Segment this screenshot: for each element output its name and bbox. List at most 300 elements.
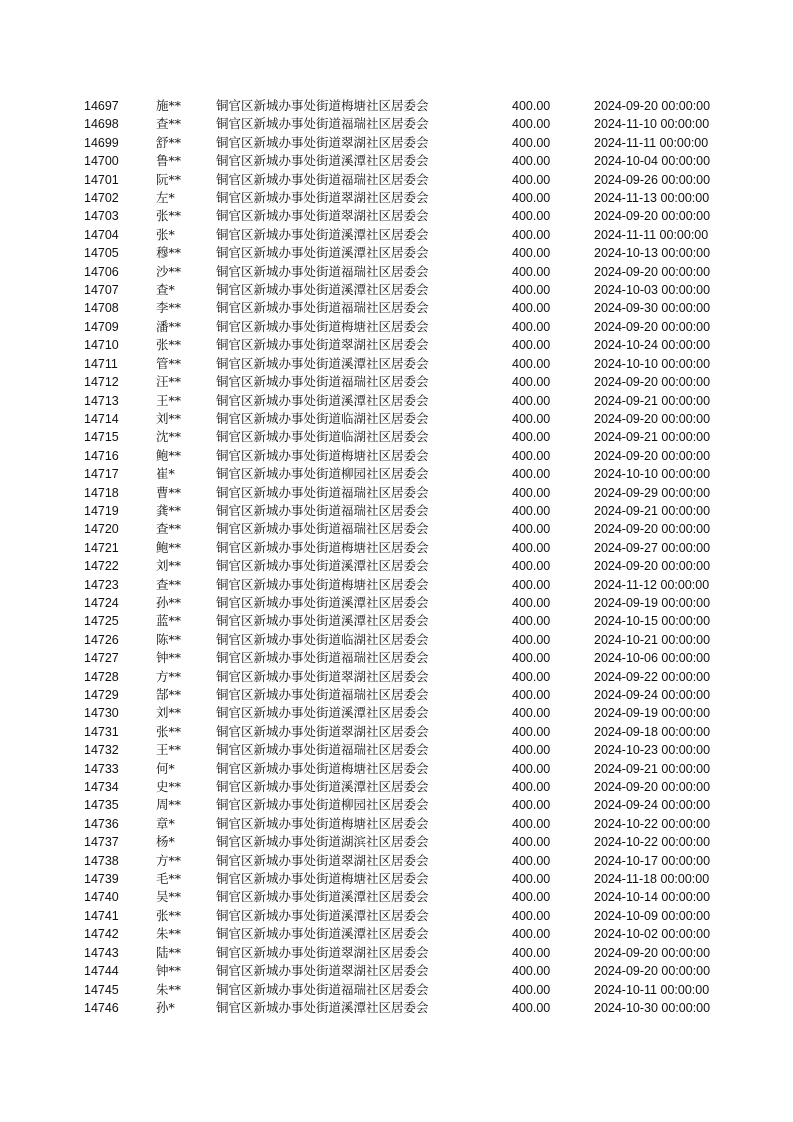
record-organization: 铜官区新城办事处街道溪潭社区居委会 (216, 245, 429, 261)
record-amount: 400.00 (512, 393, 551, 408)
table-row (84, 392, 724, 410)
table-row (84, 962, 724, 980)
record-amount: 400.00 (512, 982, 551, 997)
table-row (84, 870, 724, 888)
record-date: 2024-09-20 00:00:00 (594, 411, 711, 426)
record-name: 施** (156, 98, 182, 113)
record-name: 龚** (156, 502, 182, 518)
records-table-body (84, 97, 724, 1017)
record-id: 14731 (84, 724, 119, 739)
record-organization: 铜官区新城办事处街道福瑞社区居委会 (216, 687, 429, 702)
record-organization: 铜官区新城办事处街道翠湖社区居委会 (216, 852, 429, 868)
table-row (84, 520, 724, 538)
record-organization: 铜官区新城办事处街道福瑞社区居委会 (216, 116, 429, 132)
record-organization: 铜官区新城办事处街道梅塘社区居委会 (216, 871, 429, 887)
record-date: 2024-10-21 00:00:00 (594, 632, 711, 647)
record-id: 14735 (84, 798, 119, 813)
record-id: 14704 (84, 227, 119, 242)
table-row (84, 612, 724, 630)
record-id: 14716 (84, 448, 119, 463)
record-id: 14730 (84, 706, 119, 721)
record-name: 管** (156, 355, 182, 371)
table-row (84, 649, 724, 667)
record-name: 陆** (156, 944, 182, 960)
record-amount: 400.00 (512, 559, 551, 574)
table-row (84, 484, 724, 502)
record-amount: 400.00 (512, 743, 551, 758)
record-date: 2024-09-24 00:00:00 (594, 688, 711, 702)
record-id: 14706 (84, 264, 119, 279)
table-row (84, 778, 724, 796)
record-organization: 铜官区新城办事处街道翠湖社区居委会 (216, 963, 429, 979)
record-name: 查** (156, 116, 182, 132)
record-date: 2024-11-13 00:00:00 (594, 191, 710, 206)
record-amount: 400.00 (512, 577, 551, 592)
record-amount: 400.00 (512, 651, 551, 666)
record-organization: 铜官区新城办事处街道福瑞社区居委会 (216, 521, 429, 537)
record-organization: 铜官区新城办事处街道溪潭社区居委会 (216, 926, 429, 942)
record-amount: 400.00 (512, 816, 551, 831)
record-name: 杨* (156, 834, 175, 850)
record-date: 2024-09-20 00:00:00 (594, 99, 711, 113)
record-date: 2024-09-20 00:00:00 (594, 964, 711, 979)
record-date: 2024-10-22 00:00:00 (594, 816, 711, 831)
table-row (84, 152, 724, 170)
table-row (84, 318, 724, 336)
record-name: 鲍** (156, 539, 182, 555)
table-row (84, 888, 724, 906)
record-organization: 铜官区新城办事处街道溪潭社区居委会 (216, 613, 429, 629)
record-amount: 400.00 (512, 319, 551, 334)
record-name: 孙** (156, 594, 182, 610)
record-name: 何* (156, 760, 175, 776)
table-row (84, 594, 724, 612)
record-id: 14717 (84, 467, 119, 482)
record-date: 2024-11-12 00:00:00 (594, 577, 710, 592)
record-id: 14705 (84, 246, 119, 261)
record-date: 2024-10-11 00:00:00 (594, 982, 710, 997)
record-amount: 400.00 (512, 283, 551, 298)
record-date: 2024-10-15 00:00:00 (594, 614, 711, 629)
record-amount: 400.00 (512, 761, 551, 776)
record-id: 14702 (84, 191, 119, 206)
record-date: 2024-10-04 00:00:00 (594, 154, 711, 169)
record-amount: 400.00 (512, 375, 551, 390)
record-name: 刘** (156, 410, 182, 426)
record-organization: 铜官区新城办事处街道梅塘社区居委会 (216, 576, 429, 592)
table-row (84, 281, 724, 299)
record-organization: 铜官区新城办事处街道翠湖社区居委会 (216, 668, 429, 684)
table-row (84, 557, 724, 575)
record-amount: 400.00 (512, 1000, 551, 1015)
record-id: 14719 (84, 503, 119, 518)
record-name: 舒** (156, 134, 182, 150)
record-date: 2024-10-02 00:00:00 (594, 927, 711, 942)
record-amount: 400.00 (512, 227, 551, 242)
record-date: 2024-09-20 00:00:00 (594, 522, 711, 537)
record-name: 张* (156, 226, 175, 242)
record-name: 曹** (156, 484, 182, 500)
record-id: 14709 (84, 319, 119, 334)
record-amount: 400.00 (512, 448, 551, 463)
table-row (84, 134, 724, 152)
record-date: 2024-09-20 00:00:00 (594, 780, 711, 795)
record-id: 14741 (84, 908, 119, 923)
record-amount: 400.00 (512, 485, 551, 500)
record-id: 14718 (84, 485, 119, 500)
record-id: 14744 (84, 964, 119, 979)
table-row (84, 833, 724, 851)
record-amount: 400.00 (512, 632, 551, 647)
table-row (84, 263, 724, 281)
record-amount: 400.00 (512, 430, 551, 445)
table-row (84, 723, 724, 741)
record-amount: 400.00 (512, 614, 551, 629)
record-date: 2024-10-09 00:00:00 (594, 908, 711, 923)
record-date: 2024-09-20 00:00:00 (594, 375, 711, 390)
record-id: 14724 (84, 595, 119, 610)
record-id: 14729 (84, 688, 119, 702)
record-amount: 400.00 (512, 467, 551, 482)
record-amount: 400.00 (512, 172, 551, 187)
record-name: 刘** (156, 558, 182, 574)
table-row (84, 686, 724, 704)
record-organization: 铜官区新城办事处街道翠湖社区居委会 (216, 190, 429, 206)
table-row (84, 981, 724, 999)
record-date: 2024-11-11 00:00:00 (594, 135, 709, 150)
table-row (84, 336, 724, 354)
record-date: 2024-09-29 00:00:00 (594, 485, 711, 500)
record-amount: 400.00 (512, 595, 551, 610)
table-row (84, 428, 724, 446)
table-row (84, 668, 724, 686)
table-row (84, 502, 724, 520)
record-organization: 铜官区新城办事处街道临湖社区居委会 (216, 429, 429, 445)
record-organization: 铜官区新城办事处街道溪潭社区居委会 (216, 907, 429, 923)
record-organization: 铜官区新城办事处街道福瑞社区居委会 (216, 981, 429, 997)
record-name: 查** (156, 576, 182, 592)
record-organization: 铜官区新城办事处街道翠湖社区居委会 (216, 944, 429, 960)
record-organization: 铜官区新城办事处街道溪潭社区居委会 (216, 355, 429, 371)
record-id: 14712 (84, 375, 119, 390)
record-organization: 铜官区新城办事处街道临湖社区居委会 (216, 410, 429, 426)
table-row (84, 355, 724, 373)
record-amount: 400.00 (512, 135, 551, 150)
record-amount: 400.00 (512, 890, 551, 905)
record-date: 2024-09-18 00:00:00 (594, 724, 711, 739)
record-id: 14728 (84, 669, 119, 684)
record-organization: 铜官区新城办事处街道溪潭社区居委会 (216, 558, 429, 574)
record-name: 沙** (156, 263, 182, 279)
record-date: 2024-11-10 00:00:00 (594, 117, 710, 132)
record-name: 张** (156, 907, 182, 923)
record-name: 刘** (156, 705, 182, 721)
table-row (84, 373, 724, 391)
record-id: 14743 (84, 945, 119, 960)
record-name: 陈** (156, 631, 182, 647)
table-row (84, 944, 724, 962)
table-row (84, 299, 724, 317)
record-name: 汪** (156, 374, 182, 390)
record-organization: 铜官区新城办事处街道梅塘社区居委会 (216, 447, 429, 463)
record-organization: 铜官区新城办事处街道溪潭社区居委会 (216, 705, 429, 721)
record-date: 2024-10-24 00:00:00 (594, 338, 711, 353)
record-name: 张** (156, 208, 182, 224)
record-name: 郜** (156, 687, 182, 702)
record-id: 14723 (84, 577, 119, 592)
record-organization: 铜官区新城办事处街道溪潭社区居委会 (216, 153, 429, 169)
record-amount: 400.00 (512, 540, 551, 555)
table-row (84, 631, 724, 649)
table-row (84, 796, 724, 814)
record-date: 2024-10-06 00:00:00 (594, 651, 711, 666)
table-row (84, 760, 724, 778)
record-name: 李** (156, 300, 182, 316)
record-id: 14703 (84, 209, 119, 224)
table-row (84, 539, 724, 557)
record-id: 14736 (84, 816, 119, 831)
record-organization: 铜官区新城办事处街道福瑞社区居委会 (216, 484, 429, 500)
table-row (84, 741, 724, 759)
record-amount: 400.00 (512, 301, 551, 316)
record-date: 2024-10-10 00:00:00 (594, 467, 711, 482)
record-name: 朱** (156, 926, 182, 942)
record-organization: 铜官区新城办事处街道福瑞社区居委会 (216, 502, 429, 518)
record-name: 阮** (156, 171, 182, 187)
record-amount: 400.00 (512, 154, 551, 169)
record-date: 2024-09-19 00:00:00 (594, 595, 711, 610)
record-amount: 400.00 (512, 945, 551, 960)
record-amount: 400.00 (512, 522, 551, 537)
record-date: 2024-10-14 00:00:00 (594, 890, 711, 905)
record-date: 2024-09-21 00:00:00 (594, 430, 711, 445)
record-date: 2024-09-27 00:00:00 (594, 540, 711, 555)
record-id: 14733 (84, 761, 119, 776)
record-organization: 铜官区新城办事处街道翠湖社区居委会 (216, 723, 429, 739)
record-amount: 400.00 (512, 338, 551, 353)
record-amount: 400.00 (512, 411, 551, 426)
record-amount: 400.00 (512, 688, 551, 702)
record-amount: 400.00 (512, 706, 551, 721)
record-organization: 铜官区新城办事处街道梅塘社区居委会 (216, 539, 429, 555)
record-amount: 400.00 (512, 853, 551, 868)
record-id: 14737 (84, 835, 119, 850)
record-date: 2024-11-18 00:00:00 (594, 872, 710, 887)
record-name: 沈** (156, 429, 182, 445)
record-name: 王** (156, 742, 182, 758)
record-organization: 铜官区新城办事处街道福瑞社区居委会 (216, 171, 429, 187)
record-name: 朱** (156, 981, 182, 997)
record-date: 2024-09-21 00:00:00 (594, 761, 711, 776)
record-id: 14707 (84, 283, 119, 298)
record-name: 方** (156, 668, 182, 684)
table-row (84, 207, 724, 225)
record-organization: 铜官区新城办事处街道福瑞社区居委会 (216, 263, 429, 279)
record-date: 2024-09-21 00:00:00 (594, 393, 711, 408)
table-row (84, 465, 724, 483)
table-row (84, 907, 724, 925)
record-amount: 400.00 (512, 209, 551, 224)
record-name: 钟** (156, 650, 182, 666)
record-id: 14722 (84, 559, 119, 574)
record-amount: 400.00 (512, 356, 551, 371)
record-date: 2024-11-11 00:00:00 (594, 227, 709, 242)
table-row (84, 925, 724, 943)
record-organization: 铜官区新城办事处街道溪潭社区居委会 (216, 392, 429, 408)
record-name: 查** (156, 521, 182, 537)
record-id: 14738 (84, 853, 119, 868)
record-id: 14745 (84, 982, 119, 997)
record-name: 蓝** (156, 613, 182, 629)
record-name: 方** (156, 852, 182, 868)
record-amount: 400.00 (512, 669, 551, 684)
table-row (84, 115, 724, 133)
record-id: 14720 (84, 522, 119, 537)
record-date: 2024-09-20 00:00:00 (594, 945, 711, 960)
record-name: 左* (156, 190, 175, 206)
record-date: 2024-09-30 00:00:00 (594, 301, 711, 316)
record-date: 2024-09-20 00:00:00 (594, 209, 711, 224)
record-date: 2024-09-20 00:00:00 (594, 559, 711, 574)
record-organization: 铜官区新城办事处街道梅塘社区居委会 (216, 98, 429, 113)
table-row (84, 226, 724, 244)
record-organization: 铜官区新城办事处街道临湖社区居委会 (216, 631, 429, 647)
record-organization: 铜官区新城办事处街道溪潭社区居委会 (216, 889, 429, 905)
record-id: 14740 (84, 890, 119, 905)
record-id: 14715 (84, 430, 119, 445)
record-amount: 400.00 (512, 264, 551, 279)
record-name: 崔* (156, 466, 175, 482)
record-id: 14708 (84, 301, 119, 316)
table-row (84, 189, 724, 207)
record-amount: 400.00 (512, 780, 551, 795)
table-row (84, 852, 724, 870)
records-table (84, 97, 724, 1017)
record-name: 王** (156, 392, 182, 408)
record-organization: 铜官区新城办事处街道溪潭社区居委会 (216, 999, 429, 1015)
record-amount: 400.00 (512, 191, 551, 206)
record-organization: 铜官区新城办事处街道湖滨社区居委会 (216, 834, 429, 850)
record-date: 2024-10-23 00:00:00 (594, 743, 711, 758)
record-id: 14726 (84, 632, 119, 647)
record-date: 2024-09-20 00:00:00 (594, 319, 711, 334)
record-date: 2024-09-22 00:00:00 (594, 669, 711, 684)
record-name: 查* (156, 282, 175, 298)
record-id: 14742 (84, 927, 119, 942)
table-row (84, 447, 724, 465)
table-row (84, 815, 724, 833)
record-name: 吴** (156, 889, 182, 905)
table-row (84, 576, 724, 594)
table-row (84, 410, 724, 428)
record-organization: 铜官区新城办事处街道福瑞社区居委会 (216, 300, 429, 316)
record-date: 2024-09-20 00:00:00 (594, 264, 711, 279)
record-name: 张** (156, 723, 182, 739)
record-amount: 400.00 (512, 503, 551, 518)
record-amount: 400.00 (512, 117, 551, 132)
record-organization: 铜官区新城办事处街道溪潭社区居委会 (216, 226, 429, 242)
table-row (84, 704, 724, 722)
record-id: 14721 (84, 540, 119, 555)
record-date: 2024-10-03 00:00:00 (594, 283, 711, 298)
record-organization: 铜官区新城办事处街道柳园社区居委会 (216, 797, 429, 813)
record-organization: 铜官区新城办事处街道溪潭社区居委会 (216, 282, 429, 298)
record-date: 2024-10-30 00:00:00 (594, 1000, 711, 1015)
record-date: 2024-10-22 00:00:00 (594, 835, 711, 850)
record-date: 2024-10-17 00:00:00 (594, 853, 711, 868)
record-id: 14699 (84, 135, 119, 150)
record-organization: 铜官区新城办事处街道柳园社区居委会 (216, 466, 429, 482)
record-name: 孙* (156, 999, 175, 1015)
record-id: 14739 (84, 872, 119, 887)
record-id: 14701 (84, 172, 119, 187)
record-date: 2024-09-24 00:00:00 (594, 798, 711, 813)
record-organization: 铜官区新城办事处街道梅塘社区居委会 (216, 318, 429, 334)
record-name: 章* (156, 815, 175, 831)
record-id: 14710 (84, 338, 119, 353)
table-row (84, 97, 724, 115)
record-amount: 400.00 (512, 99, 551, 113)
record-amount: 400.00 (512, 908, 551, 923)
record-name: 穆** (156, 245, 182, 261)
record-amount: 400.00 (512, 246, 551, 261)
record-organization: 铜官区新城办事处街道福瑞社区居委会 (216, 374, 429, 390)
record-amount: 400.00 (512, 835, 551, 850)
record-organization: 铜官区新城办事处街道福瑞社区居委会 (216, 742, 429, 758)
record-organization: 铜官区新城办事处街道福瑞社区居委会 (216, 650, 429, 666)
table-row (84, 171, 724, 189)
record-date: 2024-09-21 00:00:00 (594, 503, 711, 518)
record-id: 14734 (84, 780, 119, 795)
record-amount: 400.00 (512, 798, 551, 813)
record-organization: 铜官区新城办事处街道溪潭社区居委会 (216, 779, 429, 795)
record-name: 毛** (156, 871, 182, 887)
record-name: 钟** (156, 963, 182, 979)
record-name: 鲁** (156, 153, 182, 169)
record-name: 周** (156, 797, 182, 813)
record-organization: 铜官区新城办事处街道翠湖社区居委会 (216, 134, 429, 150)
record-amount: 400.00 (512, 872, 551, 887)
table-row (84, 244, 724, 262)
record-id: 14698 (84, 117, 119, 132)
record-date: 2024-10-10 00:00:00 (594, 356, 711, 371)
record-id: 14727 (84, 651, 119, 666)
record-amount: 400.00 (512, 964, 551, 979)
record-id: 14746 (84, 1000, 119, 1015)
record-date: 2024-09-26 00:00:00 (594, 172, 711, 187)
table-row (84, 999, 724, 1017)
record-organization: 铜官区新城办事处街道梅塘社区居委会 (216, 815, 429, 831)
record-organization: 铜官区新城办事处街道翠湖社区居委会 (216, 337, 429, 353)
record-date: 2024-10-13 00:00:00 (594, 246, 711, 261)
record-name: 张** (156, 337, 182, 353)
record-id: 14713 (84, 393, 119, 408)
record-name: 史** (156, 779, 182, 795)
record-id: 14697 (84, 99, 119, 113)
record-amount: 400.00 (512, 724, 551, 739)
record-id: 14732 (84, 743, 119, 758)
record-organization: 铜官区新城办事处街道梅塘社区居委会 (216, 760, 429, 776)
record-date: 2024-09-19 00:00:00 (594, 706, 711, 721)
record-amount: 400.00 (512, 927, 551, 942)
record-name: 鲍** (156, 447, 182, 463)
record-organization: 铜官区新城办事处街道翠湖社区居委会 (216, 208, 429, 224)
record-id: 14714 (84, 411, 119, 426)
record-id: 14725 (84, 614, 119, 629)
record-id: 14700 (84, 154, 119, 169)
record-date: 2024-09-20 00:00:00 (594, 448, 711, 463)
record-organization: 铜官区新城办事处街道溪潭社区居委会 (216, 594, 429, 610)
